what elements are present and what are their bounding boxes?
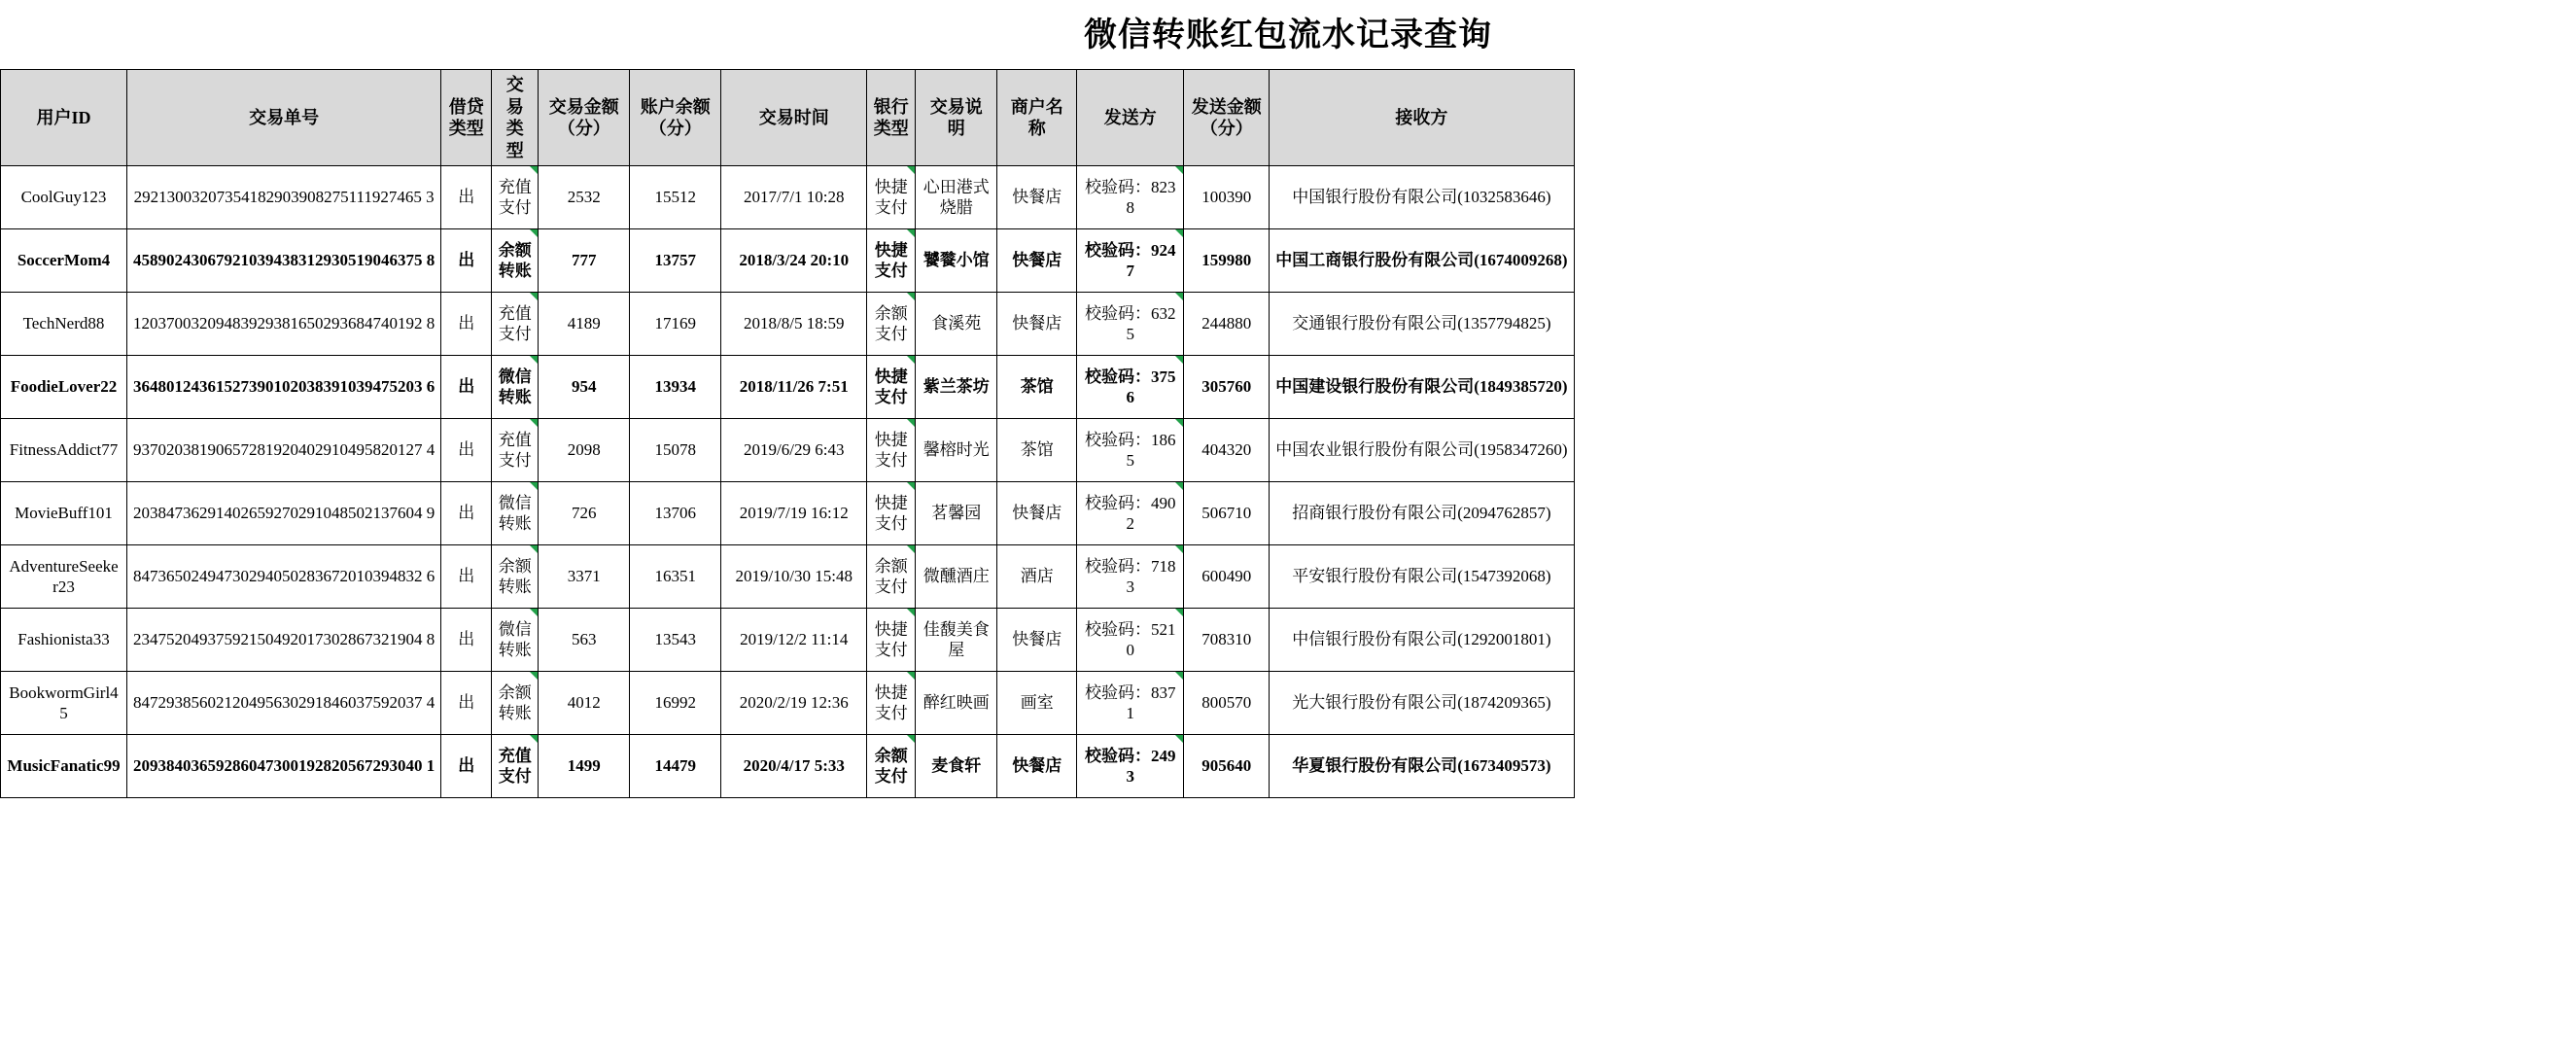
- cell-sender: 校验码：8238: [1077, 166, 1184, 229]
- cell-bank_type: 余额支付: [867, 735, 916, 798]
- cell-amount: 4012: [539, 672, 630, 735]
- table-body: [1, 166, 1575, 798]
- cell-send_amount: 506710: [1184, 482, 1270, 545]
- cell-desc: 茗馨园: [916, 482, 997, 545]
- cell-merchant: 画室: [997, 672, 1077, 735]
- cell-sender: 校验码：9247: [1077, 229, 1184, 293]
- cell-trade_time: 2019/6/29 6:43: [721, 419, 867, 482]
- cell-user_id: AdventureSeeker23: [1, 545, 127, 609]
- cell-receiver: 招商银行股份有限公司(2094762857): [1270, 482, 1574, 545]
- cell-trade_time: 2018/11/26 7:51: [721, 356, 867, 419]
- cell-trade_type: 充值支付: [492, 735, 539, 798]
- cell-dc_type: 出: [441, 293, 492, 356]
- column-header-dc_type: 借贷 类型: [441, 70, 492, 166]
- cell-amount: 3371: [539, 545, 630, 609]
- cell-send_amount: 600490: [1184, 545, 1270, 609]
- cell-trade_type: 余额转账: [492, 672, 539, 735]
- cell-receiver: 中信银行股份有限公司(1292001801): [1270, 609, 1574, 672]
- cell-merchant: 快餐店: [997, 229, 1077, 293]
- cell-user_id: MusicFanatic99: [1, 735, 127, 798]
- cell-send_amount: 800570: [1184, 672, 1270, 735]
- cell-send_amount: 708310: [1184, 609, 1270, 672]
- cell-send_amount: 404320: [1184, 419, 1270, 482]
- cell-sender: 校验码：6325: [1077, 293, 1184, 356]
- cell-trade_type: 充值支付: [492, 419, 539, 482]
- cell-trade_time: 2017/7/1 10:28: [721, 166, 867, 229]
- cell-amount: 4189: [539, 293, 630, 356]
- transaction-flow-table: [0, 69, 1575, 798]
- cell-send_amount: 159980: [1184, 229, 1270, 293]
- cell-dc_type: 出: [441, 735, 492, 798]
- cell-balance: 13757: [630, 229, 721, 293]
- cell-order_no: 23475204937592150492017302867321904 8: [127, 609, 441, 672]
- cell-balance: 16992: [630, 672, 721, 735]
- cell-bank_type: 快捷支付: [867, 482, 916, 545]
- cell-user_id: Fashionista33: [1, 609, 127, 672]
- cell-trade_time: 2019/12/2 11:14: [721, 609, 867, 672]
- cell-receiver: 光大银行股份有限公司(1874209365): [1270, 672, 1574, 735]
- cell-receiver: 中国农业银行股份有限公司(1958347260): [1270, 419, 1574, 482]
- cell-sender: 校验码：2493: [1077, 735, 1184, 798]
- table-row: [1, 229, 1575, 293]
- table-row: [1, 735, 1575, 798]
- table-header: [1, 70, 1575, 166]
- cell-bank_type: 快捷支付: [867, 166, 916, 229]
- cell-merchant: 快餐店: [997, 482, 1077, 545]
- cell-order_no: 20384736291402659270291048502137604 9: [127, 482, 441, 545]
- cell-trade_time: 2018/8/5 18:59: [721, 293, 867, 356]
- cell-user_id: FoodieLover22: [1, 356, 127, 419]
- cell-dc_type: 出: [441, 482, 492, 545]
- cell-order_no: 84736502494730294050283672010394832 6: [127, 545, 441, 609]
- cell-merchant: 快餐店: [997, 609, 1077, 672]
- cell-balance: 13934: [630, 356, 721, 419]
- table-row: [1, 609, 1575, 672]
- cell-balance: 15078: [630, 419, 721, 482]
- cell-send_amount: 305760: [1184, 356, 1270, 419]
- column-header-bank_type: 银行 类型: [867, 70, 916, 166]
- cell-receiver: 平安银行股份有限公司(1547392068): [1270, 545, 1574, 609]
- column-header-amount: 交易金额 （分）: [539, 70, 630, 166]
- cell-sender: 校验码：3756: [1077, 356, 1184, 419]
- cell-receiver: 中国建设银行股份有限公司(1849385720): [1270, 356, 1574, 419]
- cell-trade_time: 2020/2/19 12:36: [721, 672, 867, 735]
- column-header-order_no: 交易单号: [127, 70, 441, 166]
- table-row: [1, 356, 1575, 419]
- column-header-desc: 交易说明: [916, 70, 997, 166]
- header-row: [1, 70, 1575, 166]
- cell-send_amount: 100390: [1184, 166, 1270, 229]
- cell-dc_type: 出: [441, 166, 492, 229]
- cell-order_no: 29213003207354182903908275111927465 3: [127, 166, 441, 229]
- cell-trade_time: 2020/4/17 5:33: [721, 735, 867, 798]
- cell-amount: 2098: [539, 419, 630, 482]
- cell-trade_type: 微信转账: [492, 482, 539, 545]
- cell-receiver: 中国工商银行股份有限公司(1674009268): [1270, 229, 1574, 293]
- cell-bank_type: 快捷支付: [867, 609, 916, 672]
- table-row: [1, 166, 1575, 229]
- cell-amount: 726: [539, 482, 630, 545]
- cell-order_no: 36480124361527390102038391039475203 6: [127, 356, 441, 419]
- cell-merchant: 快餐店: [997, 293, 1077, 356]
- cell-amount: 2532: [539, 166, 630, 229]
- cell-user_id: TechNerd88: [1, 293, 127, 356]
- cell-trade_type: 充值支付: [492, 293, 539, 356]
- column-header-trade_type: 交易 类型: [492, 70, 539, 166]
- cell-desc: 佳馥美食屋: [916, 609, 997, 672]
- column-header-trade_time: 交易时间: [721, 70, 867, 166]
- cell-order_no: 12037003209483929381650293684740192 8: [127, 293, 441, 356]
- cell-order_no: 93702038190657281920402910495820127 4: [127, 419, 441, 482]
- cell-balance: 15512: [630, 166, 721, 229]
- cell-bank_type: 快捷支付: [867, 672, 916, 735]
- cell-merchant: 茶馆: [997, 419, 1077, 482]
- cell-receiver: 交通银行股份有限公司(1357794825): [1270, 293, 1574, 356]
- cell-dc_type: 出: [441, 356, 492, 419]
- cell-trade_type: 充值支付: [492, 166, 539, 229]
- cell-user_id: CoolGuy123: [1, 166, 127, 229]
- cell-user_id: FitnessAddict77: [1, 419, 127, 482]
- column-header-send_amount: 发送金额 （分）: [1184, 70, 1270, 166]
- cell-sender: 校验码：8371: [1077, 672, 1184, 735]
- cell-desc: 馨榕时光: [916, 419, 997, 482]
- cell-dc_type: 出: [441, 609, 492, 672]
- cell-merchant: 酒店: [997, 545, 1077, 609]
- cell-trade_type: 微信转账: [492, 609, 539, 672]
- cell-sender: 校验码：4902: [1077, 482, 1184, 545]
- cell-sender: 校验码：7183: [1077, 545, 1184, 609]
- cell-balance: 14479: [630, 735, 721, 798]
- cell-balance: 17169: [630, 293, 721, 356]
- cell-user_id: BookwormGirl45: [1, 672, 127, 735]
- cell-amount: 954: [539, 356, 630, 419]
- cell-balance: 16351: [630, 545, 721, 609]
- flow-table-container: [0, 69, 2576, 798]
- cell-receiver: 华夏银行股份有限公司(1673409573): [1270, 735, 1574, 798]
- table-row: [1, 672, 1575, 735]
- cell-send_amount: 905640: [1184, 735, 1270, 798]
- cell-bank_type: 余额支付: [867, 545, 916, 609]
- column-header-receiver: 接收方: [1270, 70, 1574, 166]
- column-header-user_id: 用户ID: [1, 70, 127, 166]
- cell-desc: 心田港式烧腊: [916, 166, 997, 229]
- cell-order_no: 20938403659286047300192820567293040 1: [127, 735, 441, 798]
- cell-trade_type: 微信转账: [492, 356, 539, 419]
- cell-trade_time: 2018/3/24 20:10: [721, 229, 867, 293]
- cell-amount: 1499: [539, 735, 630, 798]
- cell-dc_type: 出: [441, 229, 492, 293]
- cell-user_id: MovieBuff101: [1, 482, 127, 545]
- cell-trade_time: 2019/10/30 15:48: [721, 545, 867, 609]
- cell-send_amount: 244880: [1184, 293, 1270, 356]
- cell-desc: 微醺酒庄: [916, 545, 997, 609]
- cell-balance: 13543: [630, 609, 721, 672]
- cell-bank_type: 余额支付: [867, 293, 916, 356]
- cell-desc: 麦食轩: [916, 735, 997, 798]
- page-title: 微信转账红包流水记录查询: [1084, 18, 1492, 53]
- cell-trade_time: 2019/7/19 16:12: [721, 482, 867, 545]
- table-row: [1, 419, 1575, 482]
- cell-dc_type: 出: [441, 545, 492, 609]
- cell-desc: 紫兰茶坊: [916, 356, 997, 419]
- cell-bank_type: 快捷支付: [867, 356, 916, 419]
- column-header-merchant: 商户名称: [997, 70, 1077, 166]
- cell-trade_type: 余额转账: [492, 545, 539, 609]
- cell-sender: 校验码：1865: [1077, 419, 1184, 482]
- table-row: [1, 482, 1575, 545]
- cell-trade_type: 余额转账: [492, 229, 539, 293]
- cell-amount: 563: [539, 609, 630, 672]
- cell-bank_type: 快捷支付: [867, 229, 916, 293]
- cell-merchant: 快餐店: [997, 735, 1077, 798]
- cell-dc_type: 出: [441, 419, 492, 482]
- cell-desc: 饕餮小馆: [916, 229, 997, 293]
- cell-receiver: 中国银行股份有限公司(1032583646): [1270, 166, 1574, 229]
- cell-bank_type: 快捷支付: [867, 419, 916, 482]
- column-header-sender: 发送方: [1077, 70, 1184, 166]
- cell-order_no: 84729385602120495630291846037592037 4: [127, 672, 441, 735]
- cell-dc_type: 出: [441, 672, 492, 735]
- cell-merchant: 快餐店: [997, 166, 1077, 229]
- column-header-balance: 账户余额 （分）: [630, 70, 721, 166]
- cell-user_id: SoccerMom4: [1, 229, 127, 293]
- cell-merchant: 茶馆: [997, 356, 1077, 419]
- cell-order_no: 45890243067921039438312930519046375 8: [127, 229, 441, 293]
- table-row: [1, 293, 1575, 356]
- cell-amount: 777: [539, 229, 630, 293]
- table-row: [1, 545, 1575, 609]
- cell-balance: 13706: [630, 482, 721, 545]
- cell-sender: 校验码：5210: [1077, 609, 1184, 672]
- cell-desc: 食溪苑: [916, 293, 997, 356]
- cell-desc: 醉红映画: [916, 672, 997, 735]
